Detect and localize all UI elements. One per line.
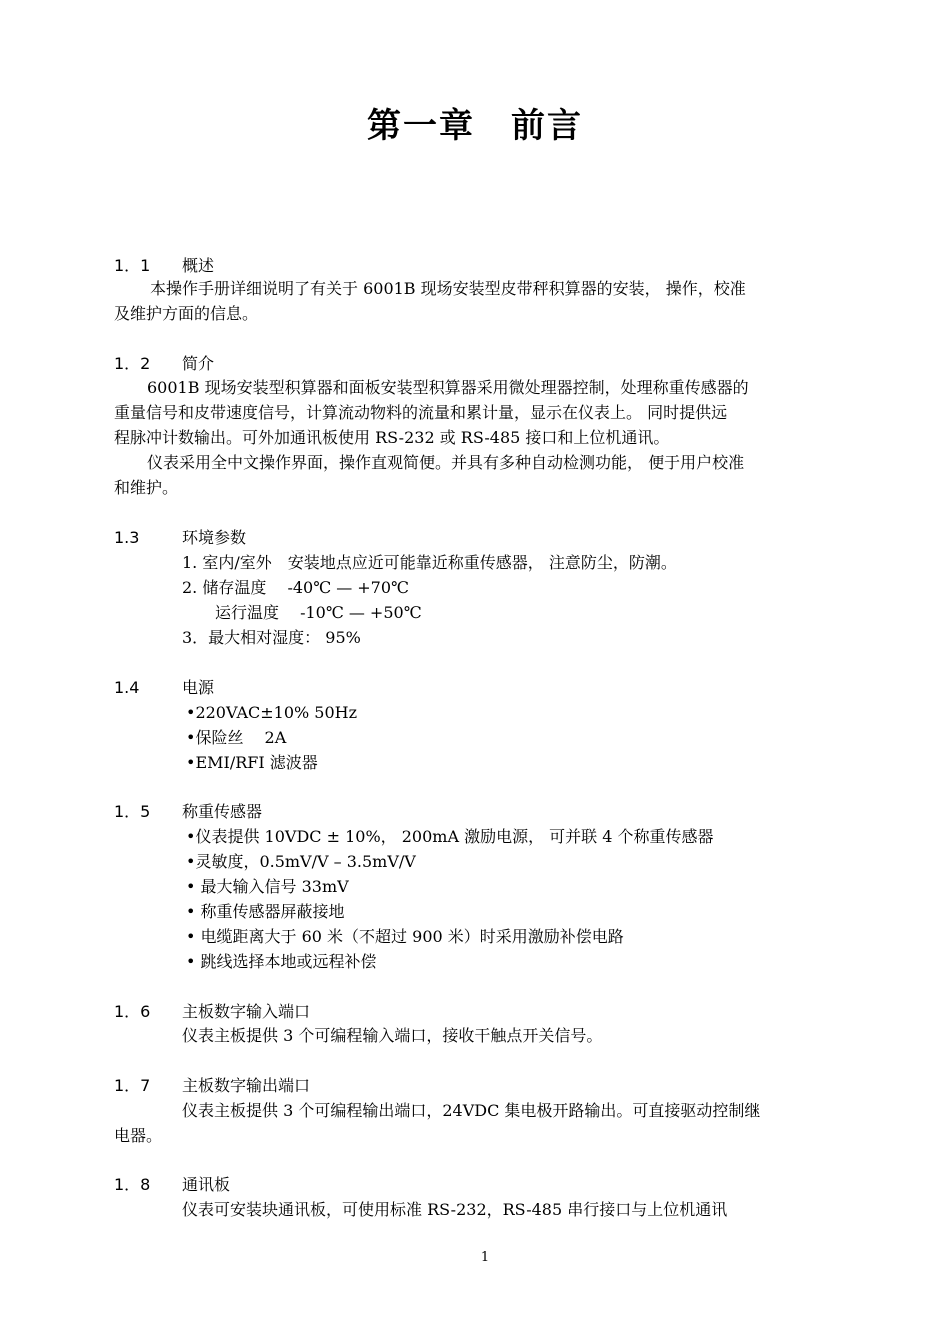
page-number: 1	[480, 1250, 490, 1265]
list-item: • 最大输入信号 33mV	[186, 877, 349, 896]
section-number: 1．1	[114, 256, 151, 275]
list-item: 1. 室内/室外 安装地点应近可能靠近称重传感器， 注意防尘，防潮。	[182, 553, 677, 572]
paragraph-line: 仪表可安装块通讯板，可使用标准 RS-232，RS-485 串行接口与上位机通讯	[182, 1200, 728, 1219]
section-heading: 环境参数	[182, 528, 247, 547]
section-number: 1．8	[114, 1175, 151, 1194]
section-heading: 概述	[182, 256, 215, 275]
list-item: • 称重传感器屏蔽接地	[186, 902, 345, 921]
section-number: 1．6	[114, 1002, 151, 1021]
section-number: 1．5	[114, 802, 151, 821]
list-item: • 跳线选择本地或远程补偿	[186, 952, 377, 971]
paragraph-line: 本操作手册详细说明了有关于 6001B 现场安装型皮带秤积算器的安装， 操作，校准	[150, 279, 746, 298]
list-item: • 电缆距离大于 60 米（不超过 900 米）时采用激励补偿电路	[186, 927, 624, 946]
paragraph-line: 6001B 现场安装型积算器和面板安装型积算器采用微处理器控制，处理称重传感器的	[147, 378, 749, 397]
paragraph-line: 及维护方面的信息。	[114, 304, 259, 323]
section-heading: 电源	[182, 678, 215, 697]
section-heading: 简介	[182, 354, 215, 373]
section-heading: 主板数字输出端口	[182, 1076, 311, 1095]
chapter-title: 第一章 前言	[367, 106, 583, 146]
section-number: 1．7	[114, 1076, 151, 1095]
paragraph-line: 电器。	[114, 1126, 163, 1145]
list-item: •保险丝 2A	[186, 728, 287, 747]
section-heading: 通讯板	[182, 1175, 231, 1194]
list-item: 2. 储存温度 -40℃ — +70℃	[182, 578, 409, 597]
paragraph-line: 仪表主板提供 3 个可编程输出端口，24VDC 集电极开路输出。可直接驱动控制继	[182, 1101, 761, 1120]
list-item: •仪表提供 10VDC ± 10%， 200mA 激励电源， 可并联 4 个称重传感器	[186, 827, 714, 846]
list-item: 运行温度 -10℃ — +50℃	[215, 603, 422, 622]
section-heading: 主板数字输入端口	[182, 1002, 311, 1021]
list-item: 3．最大相对湿度： 95%	[182, 628, 361, 647]
paragraph-line: 和维护。	[114, 478, 179, 497]
paragraph-line: 仪表主板提供 3 个可编程输入端口，接收干触点开关信号。	[182, 1026, 603, 1045]
paragraph-line: 程脉冲计数输出。可外加通讯板使用 RS-232 或 RS-485 接口和上位机通讯。	[114, 428, 670, 447]
list-item: •灵敏度，0.5mV/V – 3.5mV/V	[186, 852, 416, 871]
section-number: 1.4	[114, 678, 140, 697]
paragraph-line: 仪表采用全中文操作界面，操作直观简便。并具有多种自动检测功能， 便于用户校准	[147, 453, 745, 472]
section-number: 1.3	[114, 528, 140, 547]
section-number: 1．2	[114, 354, 151, 373]
list-item: •EMI/RFI 滤波器	[186, 753, 318, 772]
list-item: •220VAC±10% 50Hz	[186, 703, 358, 722]
paragraph-line: 重量信号和皮带速度信号，计算流动物料的流量和累计量，显示在仪表上。 同时提供远	[114, 403, 728, 422]
section-heading: 称重传感器	[182, 802, 263, 821]
